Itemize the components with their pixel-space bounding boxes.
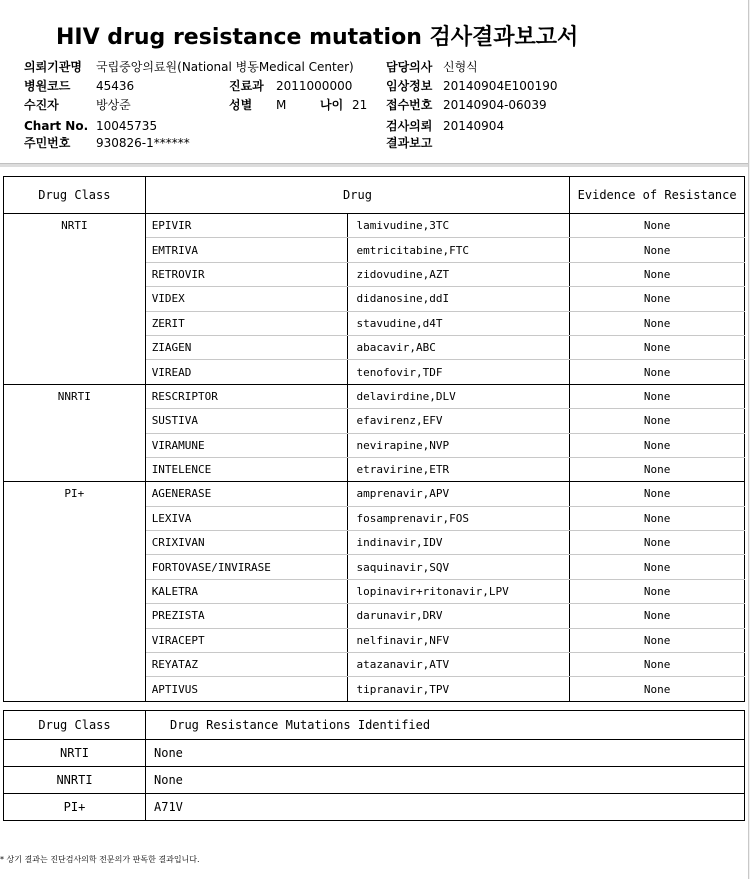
brand-name-cell: PREZISTA (145, 604, 348, 628)
resistance-table-header (4, 177, 745, 214)
brand-name-cell: AGENERASE (145, 482, 348, 506)
generic-name-cell: emtricitabine,FTC (348, 238, 570, 262)
receipt-no-value: 20140904-06039 (443, 98, 547, 112)
drug-class-cell: NRTI (4, 740, 146, 767)
mutations-cell: None (146, 740, 745, 767)
receipt-no-label: 접수번호 (386, 98, 433, 112)
brand-name-cell: VIDEX (145, 287, 348, 311)
brand-name-cell: RESCRIPTOR (145, 384, 348, 408)
generic-name-cell: darunavir,DRV (348, 604, 570, 628)
evidence-cell: None (570, 579, 745, 603)
evidence-cell: None (570, 409, 745, 433)
doctor-value: 신형식 (443, 60, 478, 74)
brand-name-cell: RETROVIR (145, 262, 348, 286)
footnote: * 상기 결과는 진단검사의학 전문의가 판독한 결과입니다. (0, 855, 200, 864)
brand-name-cell: VIRAMUNE (145, 433, 348, 457)
generic-name-cell: nelfinavir,NFV (348, 628, 570, 652)
hospital-code-label: 병원코드 (24, 79, 71, 93)
generic-name-cell: abacavir,ABC (348, 335, 570, 359)
generic-name-cell: amprenavir,APV (348, 482, 570, 506)
brand-name-cell: REYATAZ (145, 653, 348, 677)
table-row (4, 384, 745, 408)
institution-label: 의뢰기관명 (24, 60, 82, 74)
generic-name-cell: delavirdine,DLV (348, 384, 570, 408)
evidence-cell: None (570, 482, 745, 506)
evidence-cell: None (570, 653, 745, 677)
header-separator (0, 163, 748, 167)
col-evidence: Evidence of Resistance (570, 177, 745, 214)
mutations-cell: A71V (146, 794, 745, 821)
generic-name-cell: lopinavir+ritonavir,LPV (348, 579, 570, 603)
report-title: HIV drug resistance mutation 검사결과보고서 (56, 25, 579, 50)
report-date-label: 결과보고 (386, 136, 433, 150)
evidence-cell: None (570, 311, 745, 335)
sex-value: M (276, 98, 287, 112)
chart-no-value: 10045735 (96, 119, 158, 133)
sex-label: 성별 (229, 98, 253, 112)
resident-no-label: 주민번호 (24, 136, 71, 150)
evidence-cell: None (570, 555, 745, 579)
brand-name-cell: ZIAGEN (145, 335, 348, 359)
institution-value: 국립중앙의료원(National 병동Medical Center) (96, 60, 354, 74)
resistance-table (3, 176, 745, 702)
generic-name-cell: fosamprenavir,FOS (348, 506, 570, 530)
brand-name-cell: INTELENCE (145, 457, 348, 481)
chart-no-label: Chart No. (24, 119, 89, 133)
generic-name-cell: tenofovir,TDF (348, 360, 570, 384)
evidence-cell: None (570, 628, 745, 652)
brand-name-cell: KALETRA (145, 579, 348, 603)
brand-name-cell: SUSTIVA (145, 409, 348, 433)
brand-name-cell: ZERIT (145, 311, 348, 335)
generic-name-cell: atazanavir,ATV (348, 653, 570, 677)
generic-name-cell: didanosine,ddI (348, 287, 570, 311)
evidence-cell: None (570, 262, 745, 286)
evidence-cell: None (570, 287, 745, 311)
evidence-cell: None (570, 360, 745, 384)
drug-class-cell: NRTI (4, 214, 146, 385)
brand-name-cell: CRIXIVAN (145, 531, 348, 555)
mutations-table-header (4, 711, 745, 740)
age-label: 나이 (320, 98, 344, 112)
evidence-cell: None (570, 677, 745, 701)
table-row (4, 794, 745, 821)
clinical-info-label: 임상정보 (386, 79, 433, 93)
drug-class-cell: PI+ (4, 482, 146, 702)
mutations-table (3, 710, 745, 821)
evidence-cell: None (570, 433, 745, 457)
resident-no-value: 930826-1****** (96, 136, 190, 150)
col-drug-class: Drug Class (4, 177, 146, 214)
generic-name-cell: nevirapine,NVP (348, 433, 570, 457)
evidence-cell: None (570, 457, 745, 481)
brand-name-cell: VIRACEPT (145, 628, 348, 652)
generic-name-cell: tipranavir,TPV (348, 677, 570, 701)
dept-label: 진료과 (229, 79, 264, 93)
table-row (4, 482, 745, 506)
hospital-code-value: 45436 (96, 79, 135, 93)
age-value: 21 (352, 98, 368, 112)
patient-value: 방상준 (96, 98, 131, 112)
brand-name-cell: EMTRIVA (145, 238, 348, 262)
generic-name-cell: lamivudine,3TC (348, 214, 570, 238)
clinical-info-value: 20140904E100190 (443, 79, 558, 93)
table-row (4, 740, 745, 767)
table-row (4, 214, 745, 238)
evidence-cell: None (570, 238, 745, 262)
generic-name-cell: zidovudine,AZT (348, 262, 570, 286)
request-date-label: 검사의뢰 (386, 119, 433, 133)
brand-name-cell: VIREAD (145, 360, 348, 384)
evidence-cell: None (570, 506, 745, 530)
request-date-value: 20140904 (443, 119, 505, 133)
drug-class-cell: NNRTI (4, 384, 146, 482)
evidence-cell: None (570, 214, 745, 238)
generic-name-cell: etravirine,ETR (348, 457, 570, 481)
drug-class-cell: NNRTI (4, 767, 146, 794)
doctor-label: 담당의사 (386, 60, 433, 74)
mutations-cell: None (146, 767, 745, 794)
col-mutations: Drug Resistance Mutations Identified (146, 711, 745, 740)
generic-name-cell: efavirenz,EFV (348, 409, 570, 433)
brand-name-cell: LEXIVA (145, 506, 348, 530)
evidence-cell: None (570, 384, 745, 408)
generic-name-cell: saquinavir,SQV (348, 555, 570, 579)
brand-name-cell: APTIVUS (145, 677, 348, 701)
generic-name-cell: stavudine,d4T (348, 311, 570, 335)
patient-label: 수진자 (24, 98, 59, 112)
evidence-cell: None (570, 531, 745, 555)
col-drug-class: Drug Class (4, 711, 146, 740)
dept-value: 2011000000 (276, 79, 353, 93)
table-row (4, 767, 745, 794)
brand-name-cell: EPIVIR (145, 214, 348, 238)
generic-name-cell: indinavir,IDV (348, 531, 570, 555)
evidence-cell: None (570, 335, 745, 359)
evidence-cell: None (570, 604, 745, 628)
brand-name-cell: FORTOVASE/INVIRASE (145, 555, 348, 579)
col-drug: Drug (145, 177, 570, 214)
drug-class-cell: PI+ (4, 794, 146, 821)
